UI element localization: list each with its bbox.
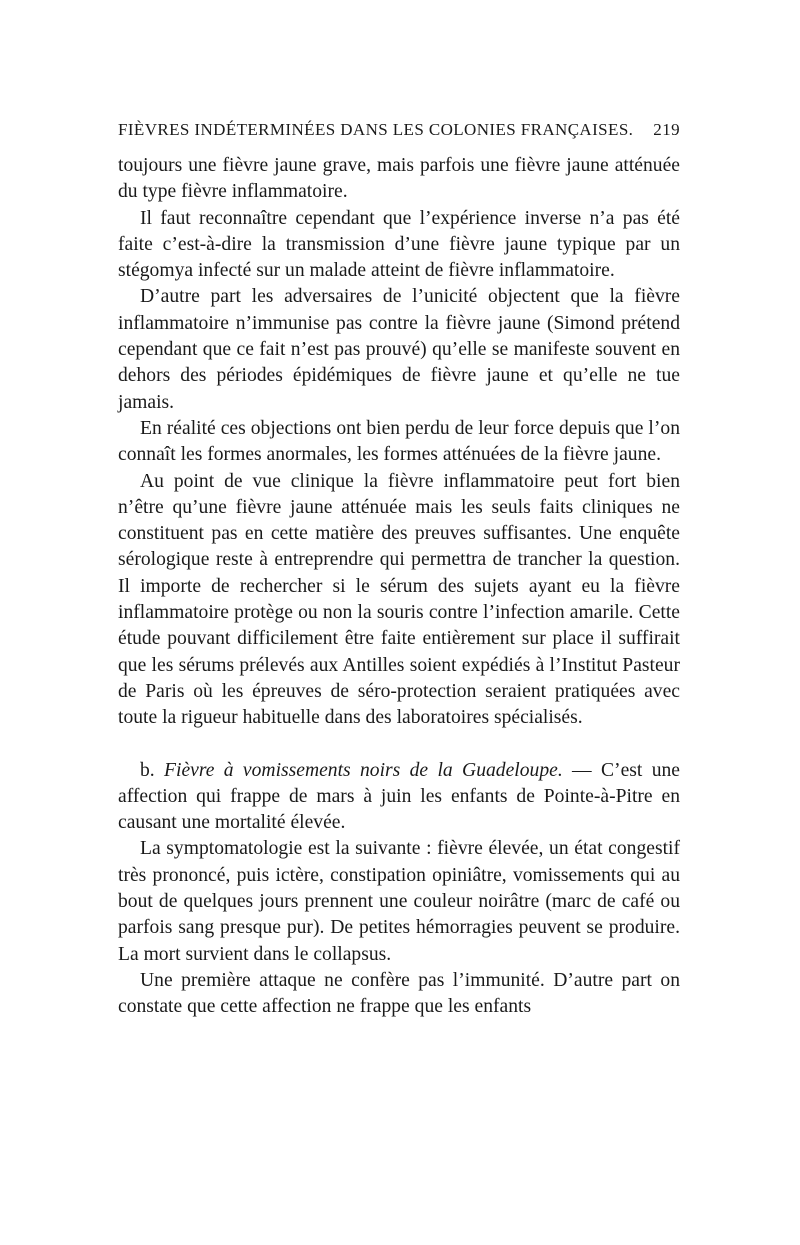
section-b-title: Fièvre à vomissements noirs de la Guadeloupe. xyxy=(164,759,563,781)
section-b-text: — C’est une affection qui frappe de mars à juin les enfants de Pointe-à-Pitre en causant une mortalité élevée. xyxy=(118,759,680,834)
paragraph: Au point de vue clinique la fièvre inflammatoire peut fort bien n’être qu’une fièvre jaune atténuée mais les seuls faits cliniques ne constituent pas en cette matière des preuves suffisantes. Une enquête sérologique reste à entreprendre qui permettra de trancher la question. Il importe de rechercher si le sérum des sujets ayant eu la fièvre inflammatoire protège ou non la souris contre l’infection amarile. Cette étude pouvant difficilement être faite entièrement sur place il suffirait que les sérums prélevés aux Antilles soient expédiés à l’Institut Pasteur de Paris où les épreuves de séro-protection seraient pratiquées avec toute la rigueur habituelle dans des laboratoires spécialisés. xyxy=(118,470,680,729)
page-number: 219 xyxy=(653,120,680,139)
paragraph: La symptomatologie est la suivante : fièvre élevée, un état congestif très prononcé, puis ictère, constipation opiniâtre, vomissements qui au bout de quelques jours prennent une couleur noirâtre (marc de café ou parfois sang presque pur). De petites hémorragies peuvent se produire. La mort survient dans le collapsus. xyxy=(118,838,680,965)
paragraph: En réalité ces objections ont bien perdu de leur force depuis que l’on connaît les formes anormales, les formes atténuées de la fièvre jaune. xyxy=(118,417,680,466)
paragraph: Une première attaque ne confère pas l’immunité. D’autre part on constate que cette affection ne frappe que les enfants xyxy=(118,969,680,1018)
running-head xyxy=(118,120,680,140)
paragraph: Il faut reconnaître cependant que l’expérience inverse n’a pas été faite c’est-à-dire la transmission d’une fièvre jaune typique par un stégomya infecté sur un malade atteint de fièvre inflammatoire. xyxy=(118,207,680,282)
body-text xyxy=(118,153,680,1021)
paragraph: D’autre part les adversaires de l’unicité objectent que la fièvre inflammatoire n’immunise pas contre la fièvre jaune (Simond prétend cependant que ce fait n’est pas prouvé) qu’elle se manifeste souvent en dehors des périodes épidémiques de fièvre jaune et qu’elle ne tue jamais. xyxy=(118,286,680,413)
running-head-title: FIÈVRES INDÉTERMINÉES DANS LES COLONIES FRANÇAISES. xyxy=(118,120,634,139)
section-b-label: b. xyxy=(140,759,155,781)
section-b-paragraph xyxy=(118,758,680,837)
paragraph-continuation: toujours une fièvre jaune grave, mais parfois une fièvre jaune atténuée du type fièvre inflammatoire. xyxy=(118,155,680,203)
